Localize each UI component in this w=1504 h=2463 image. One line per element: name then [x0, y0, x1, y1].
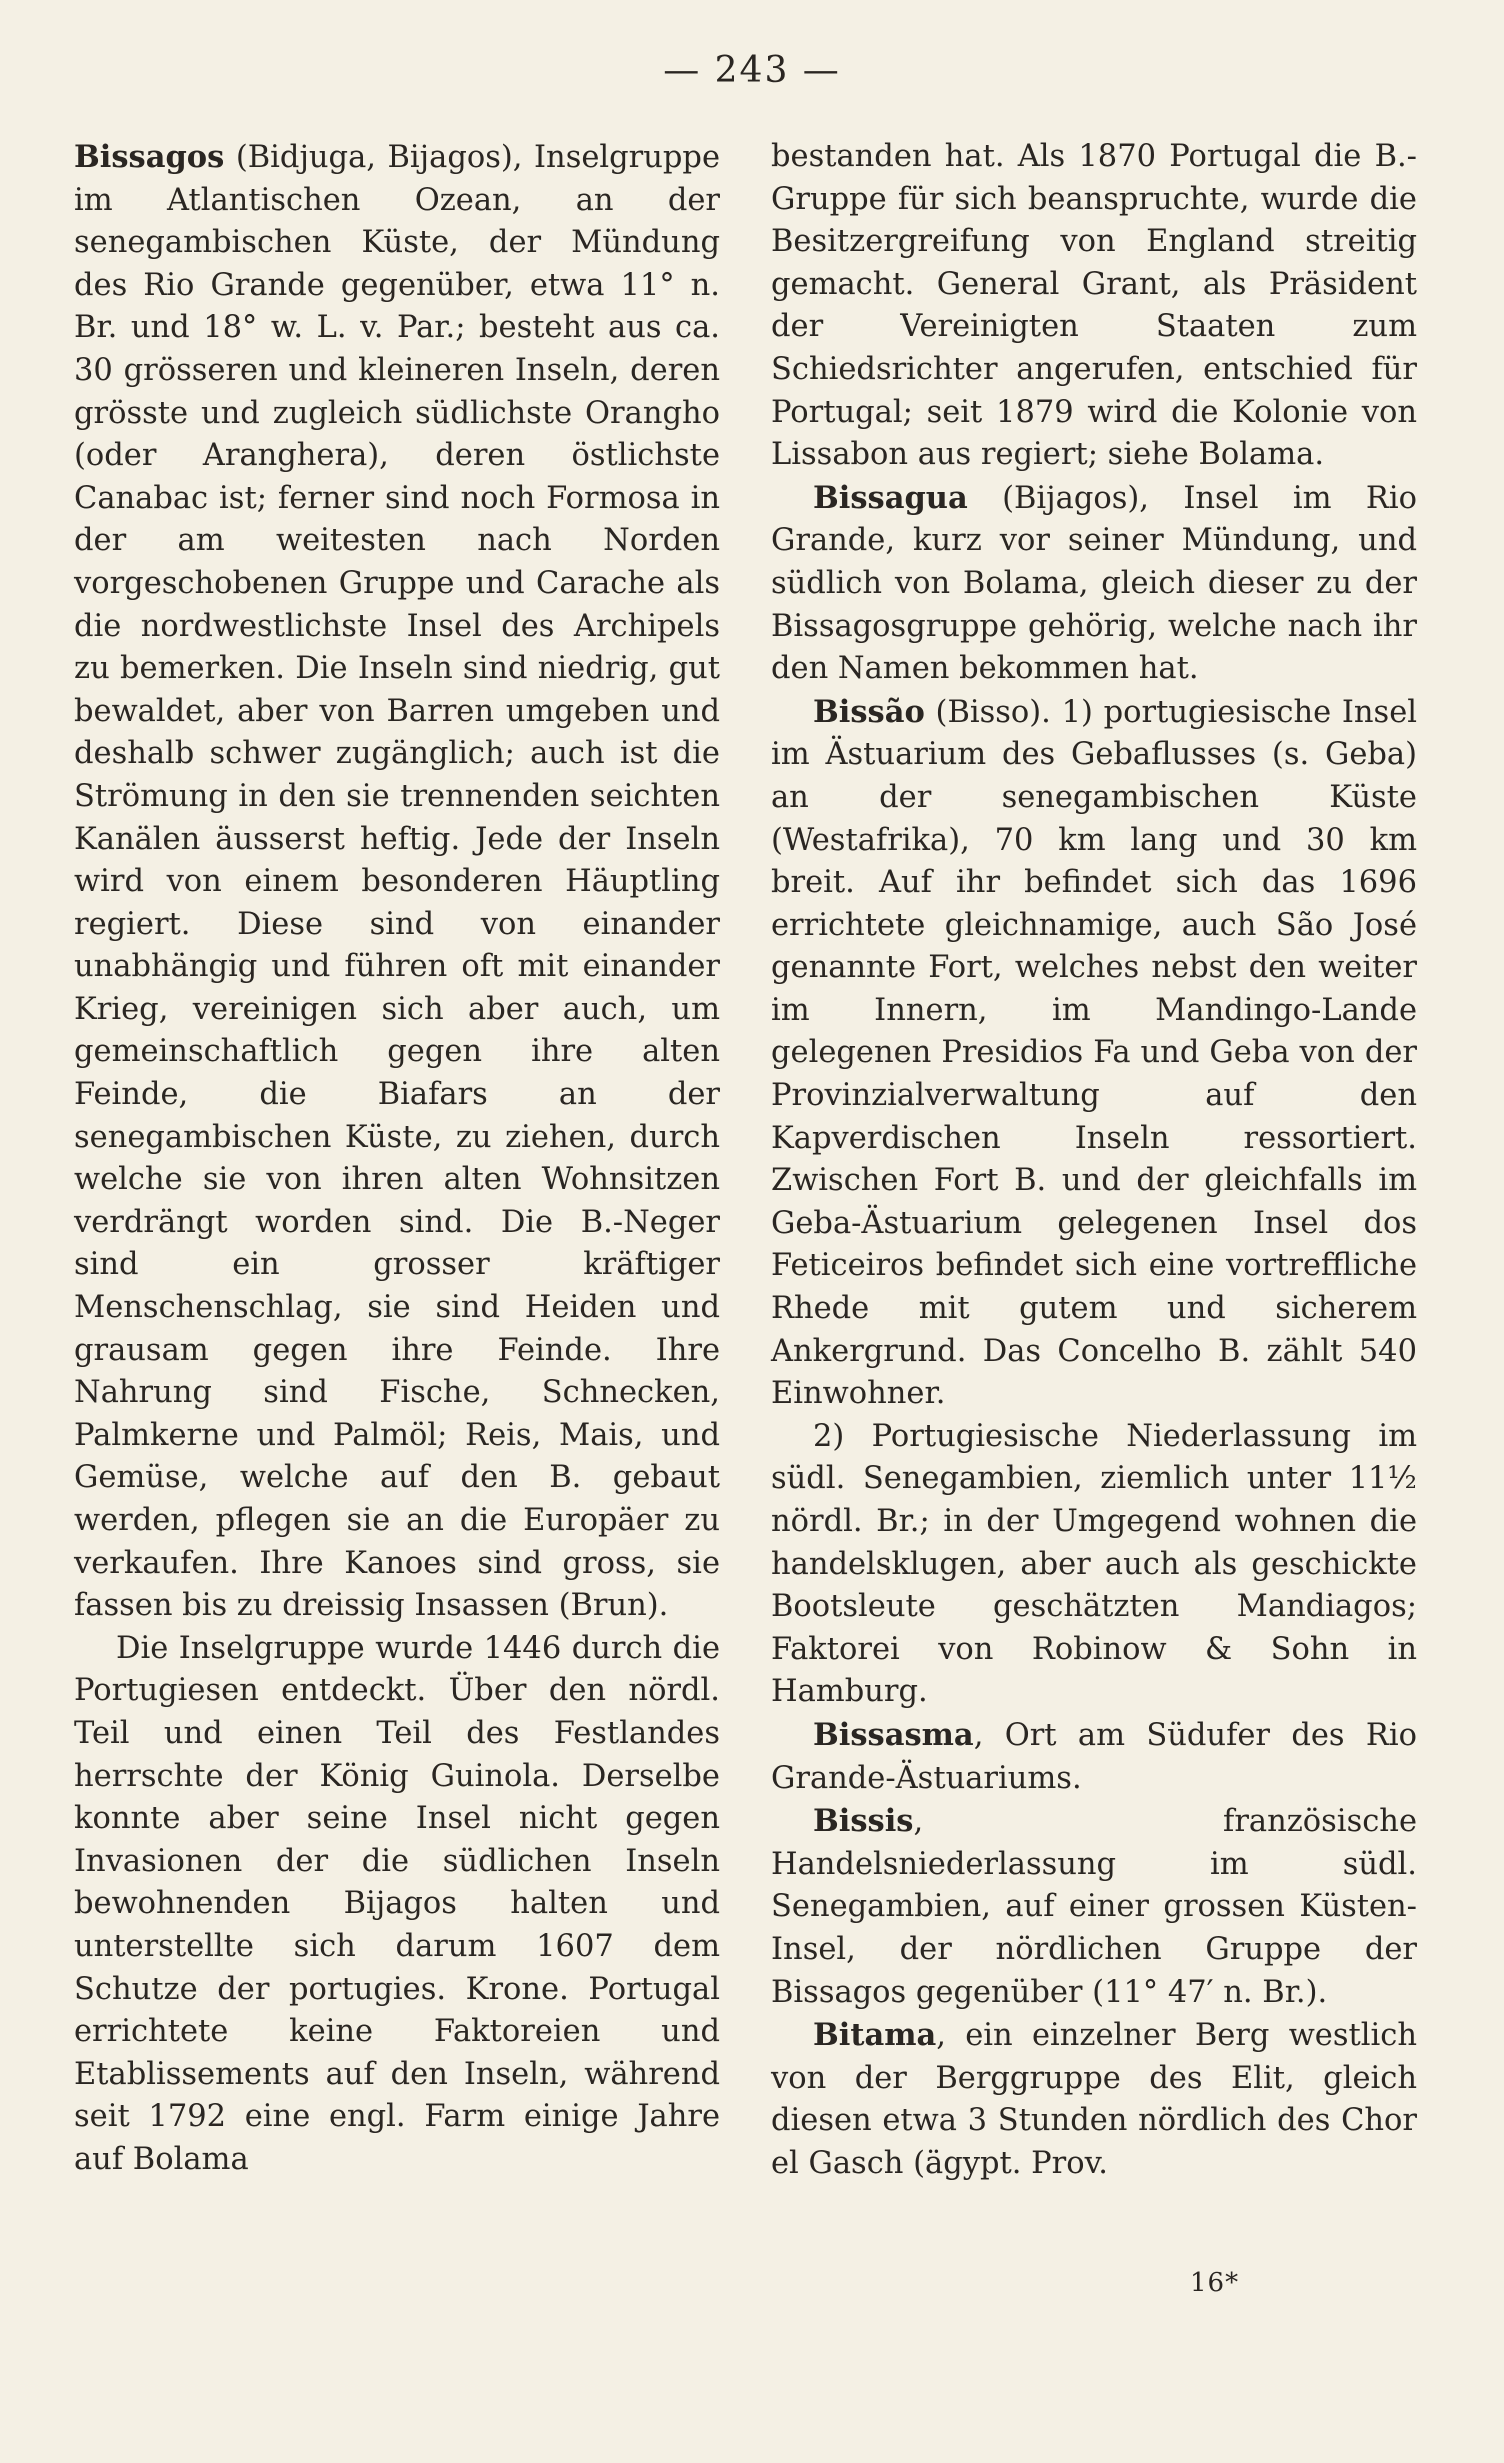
entry-text: (Bisso). 1) portugiesische Insel im Ästuarium des Gebaflusses (s. Geba) an der senegambischen Küste (Westafrika), 70 km lang und 30 km breit. Auf ihr befindet sich das 1696 errichtete gleichnamige, auch São José genannte Fort, welches nebst den weiter im Innern, im Mandingo-Lande gelegenen Presidios Fa und Geba von der Provinzialverwaltung auf den Kapverdischen Inseln ressortiert. Zwischen Fort B. und der gleichfalls im Geba-Ästuarium gelegenen Insel dos Feticeiros befindet sich eine vortreffliche Rhede mit gutem und sicherem Ankergrund. Das Concelho B. zählt 540 Einwohner. [771, 694, 1417, 1412]
paragraph-history: Die Inselgruppe wurde 1446 durch die Portugiesen entdeckt. Über den nördl. Teil und einen Teil des Festlandes herrschte der König Guinola. Derselbe konnte aber seine Insel nicht gegen Invasionen der die südlichen Inseln bewohnenden Bijagos halten und unterstellte sich darum 1607 dem Schutze der portugies. Krone. Portugal errichtete keine Faktoreien und Etablissements auf den Inseln, während seit 1792 eine engl. Farm einige Jahre auf Bolama [74, 1630, 720, 2177]
paragraph-continuation: bestanden hat. Als 1870 Portugal die B.-Gruppe für sich beanspruchte, wurde die Besitzergreifung von England streitig gemacht. General Grant, als Präsident der Vereinigten Staaten zum Schiedsrichter angerufen, entschied für Portugal; seit 1879 wird die Kolonie von Lissabon aus regiert; siehe Bolama. [771, 139, 1417, 473]
lemma-bissis: Bissis [813, 1803, 914, 1840]
entry-text: , ein einzelner Berg westlich von der Berggruppe des Elit, gleich diesen etwa 3 Stunden nördlich des Chor el Gasch (ägypt. Prov. [771, 2018, 1417, 2181]
entry-bissagos [74, 136, 720, 1628]
left-column [74, 136, 720, 2182]
lemma-bissagos: Bissagos [74, 139, 225, 175]
entry-bissasma [771, 1714, 1417, 1800]
lemma-bissagua: Bissagua [813, 479, 968, 516]
lemma-bissasma: Bissasma [813, 1716, 974, 1753]
page-number: — 243 — [663, 50, 841, 91]
entry-bissagua [771, 477, 1417, 691]
entry-bissao [771, 691, 1417, 1416]
entry-bissis [771, 1800, 1417, 2014]
lemma-bissao: Bissão [813, 693, 925, 730]
entry-text: (Bidjuga, Bijagos), Inselgruppe im Atlantischen Ozean, an der senegambischen Küste, der Mündung des Rio Grande gegenüber, etwa 11° n. Br. und 18° w. L. v. Par.; besteht aus ca. 30 grösseren und kleineren Inseln, deren grösste und zugleich südlichste Orangho (oder Aranghera), deren östlichste Canabac ist; ferner sind noch Formosa in der am weitesten nach Norden vorgeschobenen Gruppe und Carache als die nordwestlichste Insel des Archipels zu bemerken. Die Inseln sind niedrig, gut bewaldet, aber von Barren umgeben und deshalb schwer zugänglich; auch ist die Strömung in den sie trennenden seichten Kanälen äusserst heftig. Jede der Inseln wird von einem besonderen Häuptling regiert. Diese sind von einander unabhängig und führen oft mit einander Krieg, vereinigen sich aber auch, um gemeinschaftlich gegen ihre alten Feinde, die Biafars an der senegambischen Küste, zu ziehen, durch welche sie von ihren alten Wohnsitzen verdrängt worden sind. Die B.-Neger sind ein grosser kräftiger Menschenschlag, sie sind Heiden und grausam gegen ihre Feinde. Ihre Nahrung sind Fische, Schnecken, Palmkerne und Palmöl; Reis, Mais, und Gemüse, welche auf den B. gebaut werden, pflegen sie an die Europäer zu verkaufen. Ihre Kanoes sind gross, sie fassen bis zu dreissig Insassen (Brun). [74, 140, 720, 1624]
entry-text: , französische Handelsniederlassung im südl. Senegambien, auf einer grossen Küsten-Insel, der nördlichen Gruppe der Bissagos gegenüber (11° 47′ n. Br.). [771, 1804, 1417, 2010]
entry-text: (Bijagos), Insel im Rio Grande, kurz vor seiner Mündung, und südlich von Bolama, gleich dieser zu der Bissagosgruppe gehörig, welche nach ihr den Namen bekommen hat. [771, 480, 1417, 687]
entry-text: , Ort am Südufer des Rio Grande-Ästuariums. [771, 1717, 1417, 1796]
sheet-signature: 16* [1190, 2268, 1240, 2298]
entry-bitama [771, 2014, 1417, 2185]
lemma-bitama: Bitama [813, 2017, 937, 2054]
entry-bissao-2: 2) Portugiesische Niederlassung im südl. Senegambien, ziemlich unter 11½ nördl. Br.; in der Umgegend wohnen die handelsklugen, aber auch als geschickte Bootsleute geschätzten Mandiagos; Faktorei von Robinow & Sohn in Hamburg. [771, 1418, 1417, 1710]
right-column [771, 136, 1417, 2186]
